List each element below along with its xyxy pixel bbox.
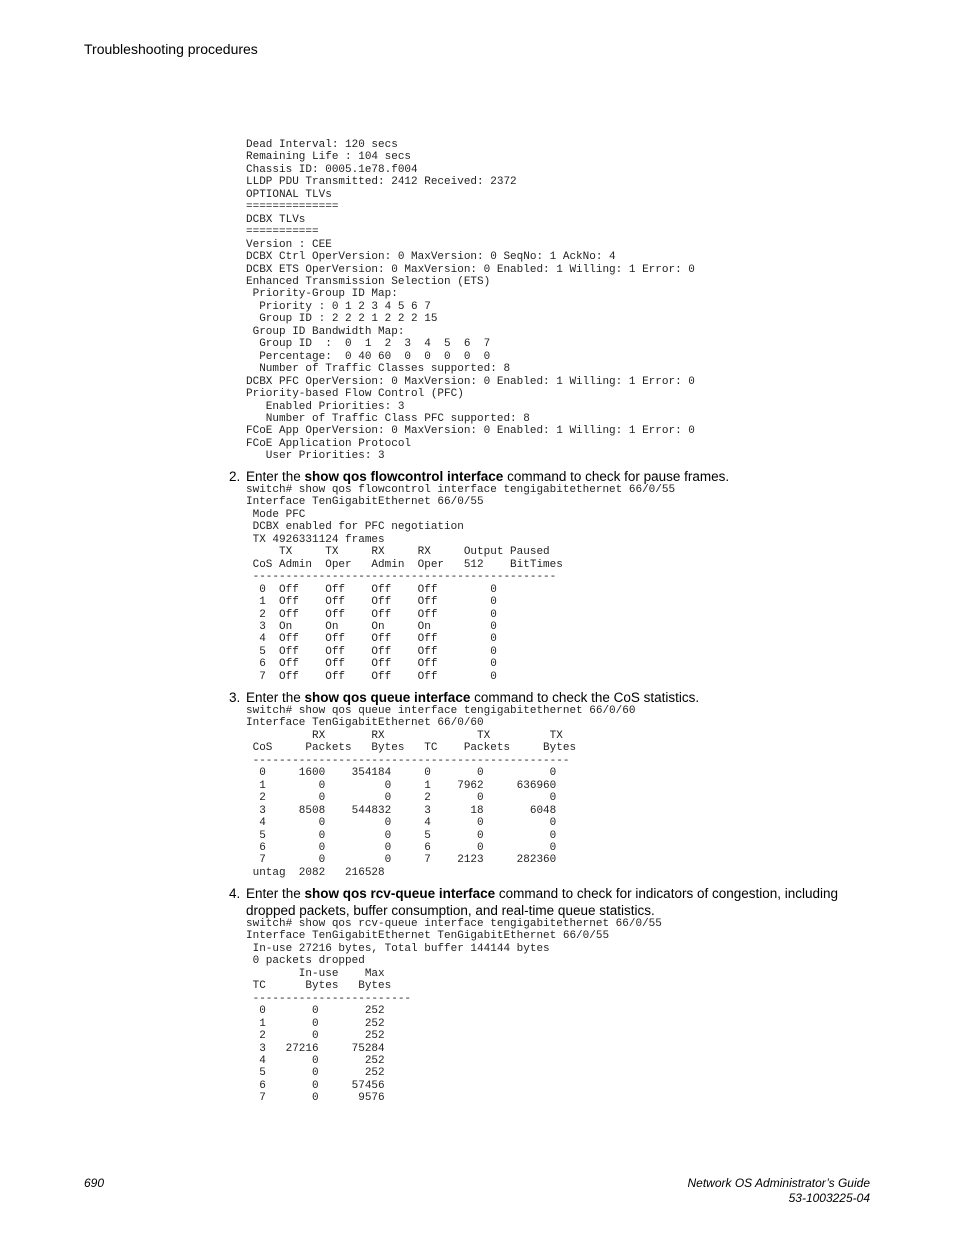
doc-number: 53-1003225-04 xyxy=(788,1191,870,1205)
step-number: 4. xyxy=(229,886,241,901)
step-text: Enter the xyxy=(246,469,305,484)
step-text: Enter the xyxy=(246,886,305,901)
step-text: command to check for pause frames. xyxy=(503,469,730,484)
command-name: show qos rcv-queue interface xyxy=(304,886,496,901)
queue-output-block: switch# show qos queue interface tengigabitethernet 66/0/60 Interface TenGigabitEthernet 66/0/60 RX RX TX TX CoS Packets Bytes TC Packets Bytes ------------------------------------------------ 0 1600 354184 0 0 0 1 0 0 1 7962 636960 2 0 0 2 0 0 3 8508 544832 3 18 6048 4 0 0 4 0 0 5 0 0 5 0 0 6 0 0 6 0 0 7 0 0 7 2123 282360 untag 2082 216528 xyxy=(246,705,636,879)
step-text: command to check for indicators of congestion, including dropped packets, buffer consumption, and real-time queue statistics. xyxy=(246,886,839,918)
flowcontrol-output-block: switch# show qos flowcontrol interface tengigabitethernet 66/0/55 Interface TenGigabitEthernet 66/0/55 Mode PFC DCBX enabled for PFC negotiation TX 4926331124 frames TX TX RX RX Output Paused CoS Admin Oper Admin Oper 512 BitTimes ---------------------------------------------- 0 Off Off Off Off 0 1 Off Off Off Off 0 2 Off Off Off Off 0 3 On On On On 0 4 Off Off Off Off 0 5 Off Off Off Off 0 6 Off Off Off Off 0 7 Off Off Off Off 0 xyxy=(246,484,676,683)
step-number: 2. xyxy=(229,469,241,484)
command-name: show qos queue interface xyxy=(304,690,471,705)
command-name: show qos flowcontrol interface xyxy=(304,469,504,484)
running-header: Troubleshooting procedures xyxy=(84,41,258,57)
lldp-output-block: Dead Interval: 120 secs Remaining Life : 104 secs Chassis ID: 0005.1e78.f004 LLDP PDU Transmitted: 2412 Received: 2372 OPTIONAL TLVs ============== DCBX TLVs =========== Version : CEE DCBX Ctrl OperVersion: 0 MaxVersion: 0 SeqNo: 1 AckNo: 4 DCBX ETS OperVersion: 0 MaxVersion: 0 Enabled: 1 Willing: 1 Error: 0 Enhanced Transmission Selection (ETS) Priority-Group ID Map: Priority : 0 1 2 3 4 5 6 7 Group ID : 2 2 2 1 2 2 2 15 Group ID Bandwidth Map: Group ID : 0 1 2 3 4 5 6 7 Percentage: 0 40 60 0 0 0 0 0 Number of Traffic Classes supported: 8 DCBX PFC OperVersion: 0 MaxVersion: 0 Enabled: 1 Willing: 1 Error: 0 Priority-based Flow Control (PFC) Enabled Priorities: 3 Number of Traffic Class PFC supported: 8 FCoE App OperVersion: 0 MaxVersion: 0 Enabled: 1 Willing: 1 Error: 0 FCoE Application Protocol User Priorities: 3 xyxy=(246,139,695,463)
step-3 xyxy=(229,689,869,706)
step-text: Enter the xyxy=(246,690,305,705)
footer-doc-info xyxy=(687,1176,870,1206)
step-2 xyxy=(229,468,869,485)
step-4 xyxy=(229,885,869,919)
rcv-queue-output-block: switch# show qos rcv-queue interface tengigabitethernet 66/0/55 Interface TenGigabitEthernet TenGigabitEthernet 66/0/55 In-use 27216 bytes, Total buffer 144144 bytes 0 packets dropped In-use Max TC Bytes Bytes ------------------------ 0 0 252 1 0 252 2 0 252 3 27216 75284 4 0 252 5 0 252 6 0 57456 7 0 9576 xyxy=(246,918,662,1105)
page-number: 690 xyxy=(84,1176,105,1190)
step-text: command to check the CoS statistics. xyxy=(470,690,700,705)
guide-title: Network OS Administrator’s Guide xyxy=(687,1176,870,1190)
step-number: 3. xyxy=(229,690,241,705)
